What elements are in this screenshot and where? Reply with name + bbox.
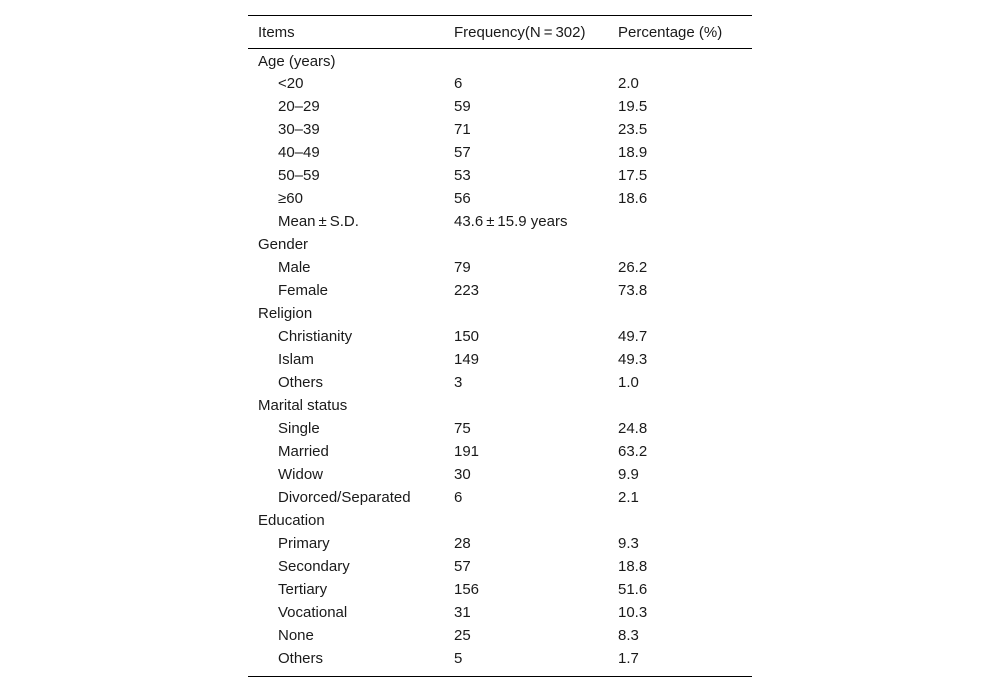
row-frequency: 53 [454, 166, 471, 184]
row-frequency: 28 [454, 534, 471, 552]
table-row [248, 210, 752, 233]
row-label: 30–39 [278, 120, 320, 138]
row-frequency [454, 302, 618, 325]
row-label: Gender [258, 235, 309, 253]
row-label: Age (years) [258, 53, 336, 71]
table-row [248, 417, 752, 440]
table-row [248, 72, 752, 95]
row-percentage: 18.6 [618, 189, 648, 207]
demographics-table [248, 15, 752, 670]
row-percentage: 26.2 [618, 258, 648, 276]
demographics-table-container [248, 15, 752, 677]
table-row [248, 371, 752, 394]
row-frequency: 3 [454, 373, 463, 391]
row-frequency [454, 49, 618, 72]
row-label: Male [278, 258, 311, 276]
row-label: Islam [278, 350, 314, 368]
row-label: Vocational [278, 603, 348, 621]
category-row [248, 302, 752, 325]
table-row [248, 256, 752, 279]
row-percentage: 24.8 [618, 419, 648, 437]
row-percentage: 1.7 [618, 649, 639, 667]
row-frequency: 156 [454, 580, 480, 598]
row-label: 20–29 [278, 97, 320, 115]
row-percentage: 18.8 [618, 557, 648, 575]
row-percentage: 2.1 [618, 488, 639, 506]
bottom-rule [248, 676, 752, 677]
row-percentage: 23.5 [618, 120, 648, 138]
row-percentage: 10.3 [618, 603, 648, 621]
row-frequency: 59 [454, 97, 471, 115]
row-percentage: 9.3 [618, 534, 639, 552]
table-row [248, 486, 752, 509]
table-row [248, 463, 752, 486]
table-row [248, 624, 752, 647]
row-percentage: 8.3 [618, 626, 639, 644]
row-frequency: 5 [454, 649, 463, 667]
row-percentage [618, 49, 752, 72]
row-frequency: 6 [454, 488, 463, 506]
row-frequency: 30 [454, 465, 471, 483]
row-frequency [454, 394, 618, 417]
row-label: Primary [278, 534, 330, 552]
row-label: Married [278, 442, 329, 460]
row-label: 40–49 [278, 143, 320, 161]
table-row [248, 118, 752, 141]
row-percentage: 73.8 [618, 281, 648, 299]
category-row [248, 49, 752, 72]
table-row [248, 164, 752, 187]
row-label: Female [278, 281, 329, 299]
row-label: Education [258, 511, 325, 529]
row-frequency: 149 [454, 350, 480, 368]
category-row [248, 509, 752, 532]
header-frequency: Frequency(N = 302) [454, 23, 586, 41]
row-frequency: 57 [454, 557, 471, 575]
table-header [248, 16, 752, 49]
row-frequency: 25 [454, 626, 471, 644]
row-label: Single [278, 419, 320, 437]
row-frequency: 71 [454, 120, 471, 138]
row-percentage: 19.5 [618, 97, 648, 115]
row-label: <20 [278, 74, 304, 92]
row-percentage: 17.5 [618, 166, 648, 184]
row-frequency: 43.6 ± 15.9 years [454, 212, 568, 230]
header-row [248, 16, 752, 49]
row-percentage [618, 394, 752, 417]
row-label: Others [278, 649, 324, 667]
row-label: ≥60 [278, 189, 303, 207]
row-frequency: 75 [454, 419, 471, 437]
table-row [248, 187, 752, 210]
table-row [248, 532, 752, 555]
row-frequency: 150 [454, 327, 480, 345]
row-percentage [618, 302, 752, 325]
row-percentage [618, 233, 752, 256]
row-percentage: 18.9 [618, 143, 648, 161]
row-percentage [618, 509, 752, 532]
table-row [248, 95, 752, 118]
table-row [248, 440, 752, 463]
table-row [248, 348, 752, 371]
header-percentage: Percentage (%) [618, 23, 723, 41]
table-row [248, 601, 752, 624]
row-percentage: 2.0 [618, 74, 639, 92]
row-label: 50–59 [278, 166, 320, 184]
row-label: Religion [258, 304, 313, 322]
row-label: Secondary [278, 557, 350, 575]
table-body [248, 49, 752, 670]
row-percentage: 1.0 [618, 373, 639, 391]
table-row [248, 555, 752, 578]
row-label: Marital status [258, 396, 348, 414]
table-row [248, 279, 752, 302]
row-percentage [618, 210, 752, 233]
row-frequency [454, 509, 618, 532]
table-row [248, 578, 752, 601]
row-frequency [454, 233, 618, 256]
table-row [248, 141, 752, 164]
row-percentage: 49.7 [618, 327, 648, 345]
row-label: Others [278, 373, 324, 391]
row-label: Christianity [278, 327, 353, 345]
row-frequency: 56 [454, 189, 471, 207]
table-row [248, 647, 752, 670]
row-label: None [278, 626, 314, 644]
row-percentage: 49.3 [618, 350, 648, 368]
row-label: Divorced/Separated [278, 488, 411, 506]
row-label: Widow [278, 465, 324, 483]
row-label: Mean ± S.D. [278, 212, 359, 230]
row-frequency: 31 [454, 603, 471, 621]
header-items: Items [258, 23, 295, 41]
row-percentage: 63.2 [618, 442, 648, 460]
row-frequency: 223 [454, 281, 480, 299]
row-label: Tertiary [278, 580, 328, 598]
row-frequency: 6 [454, 74, 463, 92]
table-row [248, 325, 752, 348]
row-frequency: 57 [454, 143, 471, 161]
category-row [248, 394, 752, 417]
row-percentage: 51.6 [618, 580, 648, 598]
row-percentage: 9.9 [618, 465, 639, 483]
row-frequency: 79 [454, 258, 471, 276]
category-row [248, 233, 752, 256]
row-frequency: 191 [454, 442, 480, 460]
